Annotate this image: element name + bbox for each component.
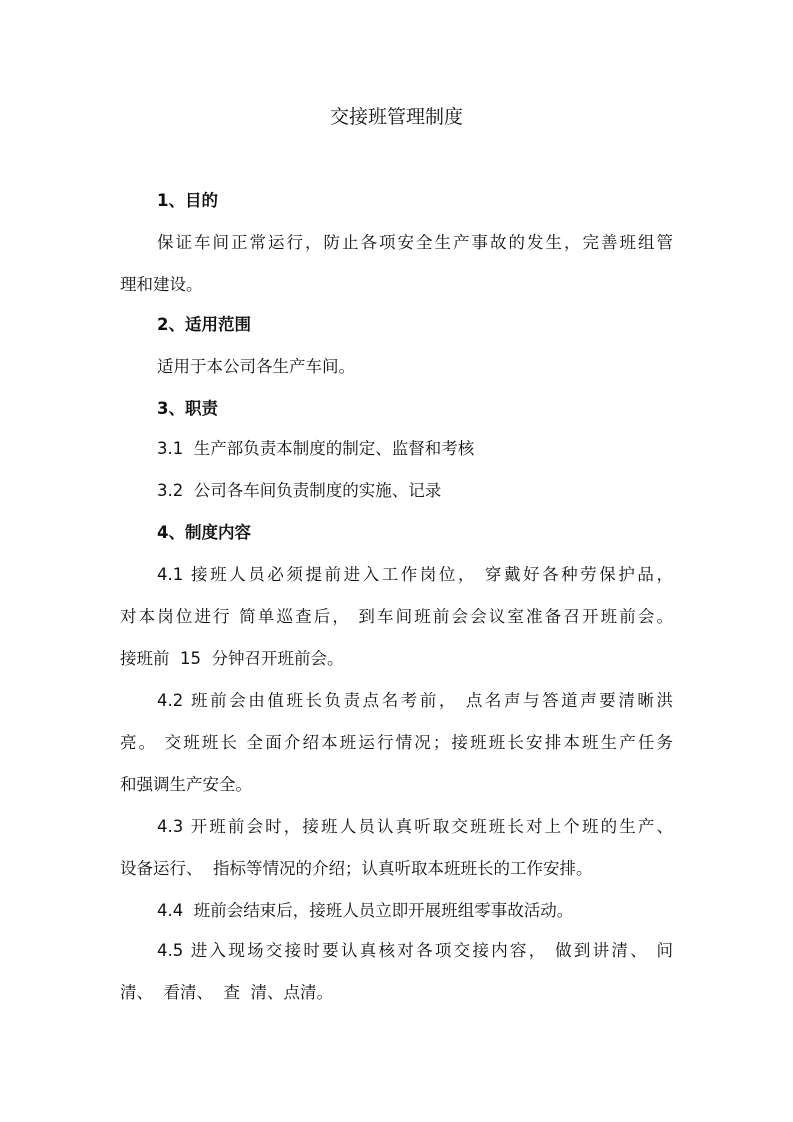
paragraph-line: 亮。 交班班长 全面介绍本班运行情况；接班班长安排本班生产任务 — [120, 733, 673, 752]
section-heading: 3、职责 — [157, 399, 218, 418]
page-title: 交接班管理制度 — [329, 106, 463, 128]
paragraph-line: 4.4 班前会结束后，接班人员立即开展班组零事故活动。 — [157, 901, 574, 920]
paragraph-line: 接班前 15 分钟召开班前会。 — [120, 649, 344, 668]
paragraph-line: 对本岗位进行 简单巡查后， 到车间班前会会议室准备召开班前会。 — [120, 607, 673, 626]
paragraph-line: 4.5 进入现场交接时要认真核对各项交接内容， 做到讲清、 问 — [157, 941, 673, 960]
paragraph-line: 适用于本公司各生产车间。 — [157, 357, 355, 376]
paragraph-line: 和强调生产安全。 — [120, 775, 252, 794]
paragraph-line: 4.3 开班前会时，接班人员认真听取交班班长对上个班的生产、 — [157, 817, 673, 836]
list-item: 3.2 公司各车间负责制度的实施、记录 — [157, 481, 442, 500]
paragraph-line: 4.1 接班人员必须提前进入工作岗位， 穿戴好各种劳保护品， — [157, 565, 673, 584]
section-heading: 4、制度内容 — [157, 523, 251, 542]
paragraph-line: 清、 看清、 查 清、点清。 — [120, 983, 333, 1002]
section-heading: 1、目的 — [157, 191, 218, 210]
paragraph-line: 4.2 班前会由值班长负责点名考前， 点名声与答道声要清晰洪 — [157, 691, 673, 710]
paragraph-line: 保证车间正常运行，防止各项安全生产事故的发生，完善班组管 — [157, 233, 673, 252]
list-item: 3.1 生产部负责本制度的制定、监督和考核 — [157, 439, 475, 458]
paragraph-line: 设备运行、 指标等情况的介绍；认真听取本班班长的工作安排。 — [120, 859, 593, 878]
paragraph-line: 理和建设。 — [120, 275, 203, 294]
section-heading: 2、适用范围 — [157, 315, 251, 334]
